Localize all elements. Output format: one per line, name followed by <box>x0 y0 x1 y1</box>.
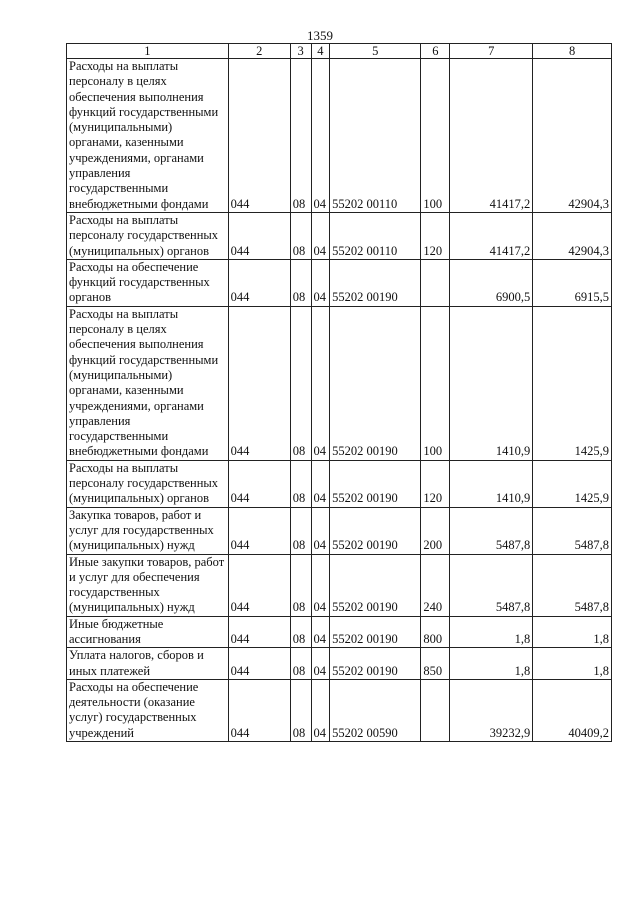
expense-name: Уплата налогов, сборов и иных платежей <box>67 648 229 680</box>
target-code: 55202 00190 <box>330 306 421 460</box>
target-code: 55202 00190 <box>330 507 421 554</box>
expense-type-code: 200 <box>421 507 450 554</box>
expense-name: Иные бюджетные ассигнования <box>67 616 229 648</box>
table-row <box>67 616 612 648</box>
section-code: 08 <box>290 59 311 213</box>
admin-code: 044 <box>228 212 290 259</box>
amount-year1: 1410,9 <box>450 460 533 507</box>
expense-type-code: 100 <box>421 59 450 213</box>
table-row <box>67 306 612 460</box>
admin-code: 044 <box>228 59 290 213</box>
section-code: 08 <box>290 679 311 741</box>
expense-type-code: 800 <box>421 616 450 648</box>
admin-code: 044 <box>228 648 290 680</box>
admin-code: 044 <box>228 507 290 554</box>
column-header: 5 <box>330 44 421 59</box>
subsection-code: 04 <box>311 460 330 507</box>
amount-year1: 1,8 <box>450 648 533 680</box>
table-row <box>67 460 612 507</box>
expense-type-code: 100 <box>421 306 450 460</box>
expense-type-code <box>421 259 450 306</box>
column-header: 6 <box>421 44 450 59</box>
expense-name: Расходы на выплаты персоналу государственных (муниципальных) органов <box>67 212 229 259</box>
budget-table <box>66 43 612 742</box>
amount-year1: 41417,2 <box>450 59 533 213</box>
subsection-code: 04 <box>311 306 330 460</box>
subsection-code: 04 <box>311 259 330 306</box>
amount-year2: 42904,3 <box>533 59 612 213</box>
section-code: 08 <box>290 616 311 648</box>
expense-name: Иные закупки товаров, работ и услуг для обеспечения государственных (муниципальных) нужд <box>67 554 229 616</box>
target-code: 55202 00190 <box>330 648 421 680</box>
amount-year2: 42904,3 <box>533 212 612 259</box>
subsection-code: 04 <box>311 679 330 741</box>
amount-year1: 41417,2 <box>450 212 533 259</box>
amount-year2: 1,8 <box>533 616 612 648</box>
section-code: 08 <box>290 259 311 306</box>
subsection-code: 04 <box>311 212 330 259</box>
amount-year1: 5487,8 <box>450 507 533 554</box>
expense-name: Расходы на выплаты персоналу в целях обеспечения выполнения функций государственными (муниципальными) органами, казенными учреждениями, органами управления государственными внебюджетными фондами <box>67 59 229 213</box>
page-number: 1359 <box>307 28 333 43</box>
amount-year1: 1,8 <box>450 616 533 648</box>
subsection-code: 04 <box>311 507 330 554</box>
table-row <box>67 259 612 306</box>
amount-year2: 5487,8 <box>533 507 612 554</box>
target-code: 55202 00190 <box>330 259 421 306</box>
section-code: 08 <box>290 648 311 680</box>
column-header: 4 <box>311 44 330 59</box>
expense-name: Расходы на обеспечение деятельности (оказание услуг) государственных учреждений <box>67 679 229 741</box>
table-row <box>67 554 612 616</box>
target-code: 55202 00590 <box>330 679 421 741</box>
amount-year1: 39232,9 <box>450 679 533 741</box>
target-code: 55202 00190 <box>330 554 421 616</box>
section-code: 08 <box>290 507 311 554</box>
subsection-code: 04 <box>311 648 330 680</box>
amount-year2: 1,8 <box>533 648 612 680</box>
section-code: 08 <box>290 212 311 259</box>
expense-name: Расходы на выплаты персоналу в целях обеспечения выполнения функций государственными (муниципальными) органами, казенными учреждениями, органами управления государственными внебюджетными фондами <box>67 306 229 460</box>
expense-name: Закупка товаров, работ и услуг для государственных (муниципальных) нужд <box>67 507 229 554</box>
table-row <box>67 212 612 259</box>
header-row <box>67 44 612 59</box>
column-header: 1 <box>67 44 229 59</box>
admin-code: 044 <box>228 306 290 460</box>
expense-type-code: 850 <box>421 648 450 680</box>
subsection-code: 04 <box>311 59 330 213</box>
column-header: 3 <box>290 44 311 59</box>
amount-year2: 1425,9 <box>533 306 612 460</box>
target-code: 55202 00190 <box>330 616 421 648</box>
amount-year1: 5487,8 <box>450 554 533 616</box>
amount-year2: 1425,9 <box>533 460 612 507</box>
subsection-code: 04 <box>311 616 330 648</box>
table-row <box>67 648 612 680</box>
target-code: 55202 00110 <box>330 212 421 259</box>
expense-type-code: 120 <box>421 460 450 507</box>
section-code: 08 <box>290 460 311 507</box>
table-row <box>67 507 612 554</box>
admin-code: 044 <box>228 616 290 648</box>
amount-year1: 6900,5 <box>450 259 533 306</box>
admin-code: 044 <box>228 554 290 616</box>
expense-type-code: 240 <box>421 554 450 616</box>
amount-year2: 5487,8 <box>533 554 612 616</box>
target-code: 55202 00110 <box>330 59 421 213</box>
column-header: 7 <box>450 44 533 59</box>
expense-type-code: 120 <box>421 212 450 259</box>
target-code: 55202 00190 <box>330 460 421 507</box>
amount-year2: 40409,2 <box>533 679 612 741</box>
table-row <box>67 679 612 741</box>
expense-type-code <box>421 679 450 741</box>
subsection-code: 04 <box>311 554 330 616</box>
column-header: 2 <box>228 44 290 59</box>
admin-code: 044 <box>228 259 290 306</box>
admin-code: 044 <box>228 679 290 741</box>
table-row <box>67 59 612 213</box>
column-header: 8 <box>533 44 612 59</box>
amount-year2: 6915,5 <box>533 259 612 306</box>
expense-name: Расходы на выплаты персоналу государственных (муниципальных) органов <box>67 460 229 507</box>
amount-year1: 1410,9 <box>450 306 533 460</box>
expense-name: Расходы на обеспечение функций государственных органов <box>67 259 229 306</box>
section-code: 08 <box>290 306 311 460</box>
admin-code: 044 <box>228 460 290 507</box>
section-code: 08 <box>290 554 311 616</box>
